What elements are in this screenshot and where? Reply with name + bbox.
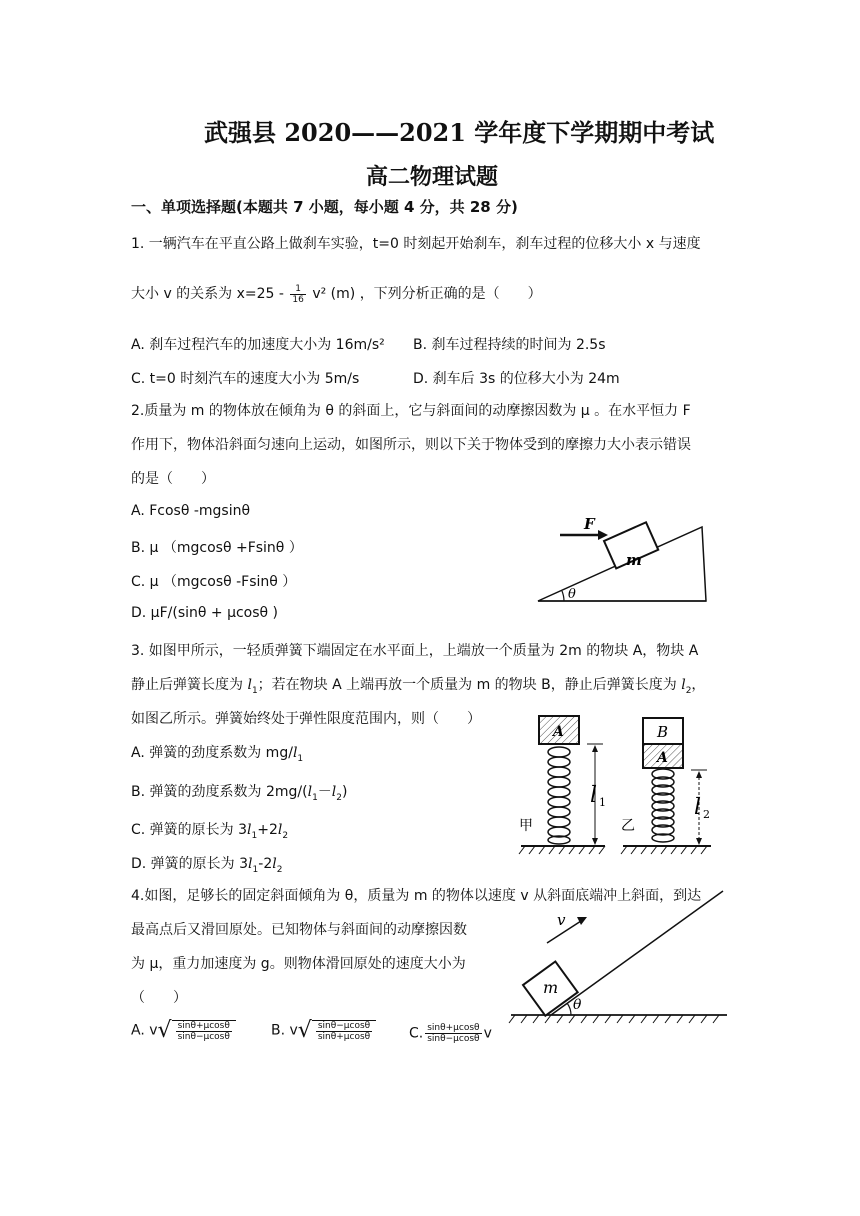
q2-option-d[interactable]: D. μF/(sinθ + μcosθ ) xyxy=(131,605,279,621)
q3-fig-block-a1: A xyxy=(553,724,564,740)
q3-stem-line3: 如图乙所示。弹簧始终处于弹性限度范围内，则（ ） xyxy=(131,711,481,727)
q3-option-d[interactable]: D. 弹簧的原长为 $3l_1-2l_2$ xyxy=(131,856,283,875)
q3-option-b[interactable]: B. 弹簧的劲度系数为 $2mg/(l_1-l_2)$ xyxy=(131,784,348,803)
q3-option-c[interactable]: C. 弹簧的原长为 $3l_1+2l_2$ xyxy=(131,822,289,841)
q4-option-a[interactable]: A. v√ $\frac{\sin\theta+\mu\cos\theta}{\sin\theta-\mu\cos\theta}$ xyxy=(131,1018,236,1043)
q1-option-d[interactable]: D. 刹车后 3s 的位移大小为 24m xyxy=(413,371,620,387)
q3-stem-line1: 3. 如图甲所示，一轻质弹簧下端固定在水平面上，上端放一个质量为 2m 的物块 A，物块 A xyxy=(131,643,699,659)
q3-fig-label-jia: 甲 xyxy=(519,818,533,834)
q4-option-b[interactable]: B. v√ $\frac{\sin\theta-\mu\cos\theta}{\sin\theta+\mu\cos\theta}$ xyxy=(271,1018,376,1043)
q3-fig-block-a2: A xyxy=(657,750,668,766)
q4-fig-theta: θ xyxy=(573,997,582,1013)
q1-stem-line1: 1. 一辆汽车在平直公路上做刹车实验，t=0 时刻起开始刹车，刹车过程的位移大小 x 与速度 xyxy=(131,236,701,252)
q2-fig-mass-label: m xyxy=(626,551,642,569)
q3-spring-figure xyxy=(515,712,720,862)
q1-option-a[interactable]: A. 刹车过程汽车的加速度大小为 16m/s² xyxy=(131,337,385,353)
q1-fraction: $\frac{1}{16}$ xyxy=(292,283,304,305)
q4-incline-figure xyxy=(505,885,730,1025)
q4-fig-velocity-label: v xyxy=(557,911,566,929)
q2-option-a[interactable]: A. Fcosθ -mgsinθ xyxy=(131,503,251,519)
q2-incline-figure xyxy=(530,505,720,610)
q1-stem-pre: 大小 v 的关系为 x=25 - xyxy=(131,286,284,302)
page-title: 武强县 2020——2021 学年度下学期期中考试 xyxy=(204,118,715,147)
q1-stem-line2 xyxy=(131,283,542,305)
q2-stem-line1: 2.质量为 m 的物体放在倾角为 θ 的斜面上，它与斜面间的动摩擦因数为 μ 。在水平恒力 F xyxy=(131,403,691,419)
q2-fig-theta: θ xyxy=(568,587,576,602)
q3-fig-label-yi: 乙 xyxy=(621,818,635,834)
q3-fig-label-l2-sub: 2 xyxy=(703,808,710,821)
q3-option-a[interactable]: A. 弹簧的劲度系数为 $mg/l_1$ xyxy=(131,745,304,764)
q1-stem-post: v² (m) ，下列分析正确的是（ ） xyxy=(312,286,542,302)
section-heading: 一、单项选择题(本题共 7 小题，每小题 4 分，共 28 分) xyxy=(131,198,518,216)
q3-stem-line2: 静止后弹簧长度为 $l_1$；若在物块 A 上端再放一个质量为 m 的物块 B，静止后弹簧长度为 $l_2$， xyxy=(131,677,706,696)
q4-stem-line3: 为 μ，重力加速度为 g。则物体滑回原处的速度大小为 xyxy=(131,956,466,972)
q4-option-c[interactable]: C. $\frac{\sin\theta+\mu\cos\theta}{\sin\theta-\mu\cos\theta}$ v xyxy=(409,1023,492,1044)
q3-fig-block-b: B xyxy=(657,723,669,741)
q2-option-b[interactable]: B. μ （mgcosθ +Fsinθ ） xyxy=(131,540,303,556)
q4-stem-line1: 4.如图，足够长的固定斜面倾角为 θ，质量为 m 的物体以速度 v 从斜面底端冲上斜面，到达 xyxy=(131,888,702,904)
q4-stem-line4: （ ） xyxy=(131,990,187,1006)
q2-fig-force-label: F xyxy=(584,515,595,533)
q1-option-b[interactable]: B. 刹车过程持续的时间为 2.5s xyxy=(413,337,606,353)
q2-stem-line3: 的是（ ） xyxy=(131,471,215,487)
q2-option-c[interactable]: C. μ （mgcosθ -Fsinθ ） xyxy=(131,574,297,590)
q4-stem-line2: 最高点后又滑回原处。已知物体与斜面间的动摩擦因数 xyxy=(131,922,467,938)
q1-option-c[interactable]: C. t=0 时刻汽车的速度大小为 5m/s xyxy=(131,371,360,387)
q3-fig-label-l1-sub: 1 xyxy=(599,796,606,809)
q3-fig-label-l2: l xyxy=(694,795,702,820)
q4-fig-mass-label: m xyxy=(543,978,559,997)
q2-stem-line2: 作用下，物体沿斜面匀速向上运动，如图所示，则以下关于物体受到的摩擦力大小表示错误 xyxy=(131,437,691,453)
q3-fig-label-l1: l xyxy=(590,783,598,808)
page-subtitle: 高二物理试题 xyxy=(366,164,499,190)
